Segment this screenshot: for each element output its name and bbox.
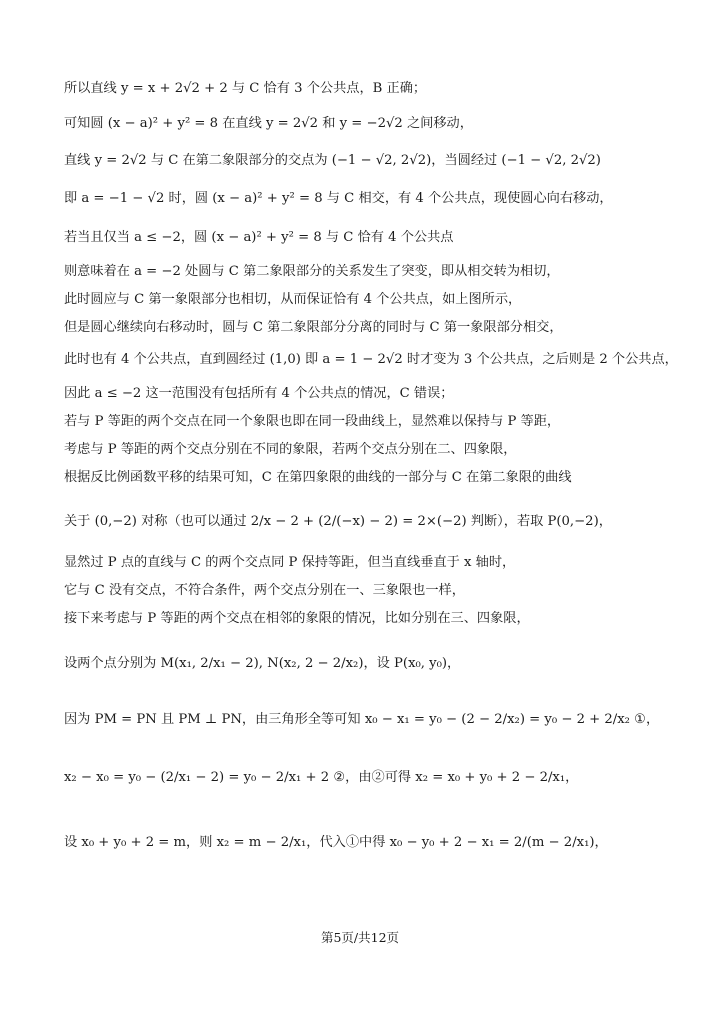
text-line: 因为 PM = PN 且 PM ⊥ PN，由三角形全等可知 x₀ − x₁ = y₀ − (2 − 2/x₂) = y₀ − 2 + 2/x₂ ①， <box>64 712 660 727</box>
text-line: 因此 a ≤ −2 这一范围没有包括所有 4 个公共点的情况，C 错误； <box>64 386 454 401</box>
text-line: 可知圆 (x − a)² + y² = 8 在直线 y = 2√2 和 y = −2√2 之间移动， <box>64 116 473 131</box>
text-line: 若当且仅当 a ≤ −2，圆 (x − a)² + y² = 8 与 C 恰有 4 个公共点 <box>64 230 454 245</box>
text-line: 此时也有 4 个公共点，直到圆经过 (1,0) 即 a = 1 − 2√2 时才变为 3 个公共点，之后则是 2 个公共点， <box>64 352 678 367</box>
text-line: 此时圆应与 C 第一象限部分也相切，从而保证恰有 4 个公共点，如上图所示， <box>64 292 522 307</box>
text-line: 则意味着在 a = −2 处圆与 C 第二象限部分的关系发生了突变，即从相交转为相切， <box>64 264 560 279</box>
text-line: 设 x₀ + y₀ + 2 = m，则 x₂ = m − 2/x₁，代入①中得 x₀ − y₀ + 2 − x₁ = 2/(m − 2/x₁)， <box>64 835 608 850</box>
text-line: 关于 (0,−2) 对称（也可以通过 2/x − 2 + (2/(−x) − 2) = 2×(−2) 判断），若取 P(0,−2)， <box>64 514 612 529</box>
text-line: 考虑与 P 等距的两个交点分别在不同的象限，若两个交点分别在二、四象限， <box>64 442 517 457</box>
text-line: 但是圆心继续向右移动时，圆与 C 第二象限部分分离的同时与 C 第一象限部分相交， <box>64 320 563 335</box>
text-line: 它与 C 没有交点，不符合条件，两个交点分别在一、三象限也一样， <box>64 583 465 598</box>
text-line: 接下来考虑与 P 等距的两个交点在相邻的象限的情况，比如分别在三、四象限， <box>64 611 530 626</box>
text-line: 显然过 P 点的直线与 C 的两个交点同 P 保持等距，但当直线垂直于 x 轴时， <box>64 555 516 570</box>
text-line: 直线 y = 2√2 与 C 在第二象限部分的交点为 (−1 − √2, 2√2)，当圆经过 (−1 − √2, 2√2) <box>64 153 601 168</box>
text-line: 设两个点分别为 M(x₁, 2/x₁ − 2), N(x₂, 2 − 2/x₂)，设 P(x₀, y₀)， <box>64 656 461 671</box>
page-number: 第5页/共12页 <box>320 930 400 945</box>
text-line: x₂ − x₀ = y₀ − (2/x₁ − 2) = y₀ − 2/x₁ + 2 ②，由②可得 x₂ = x₀ + y₀ + 2 − 2/x₁， <box>64 770 579 785</box>
text-line: 根据反比例函数平移的结果可知，C 在第四象限的曲线的一部分与 C 在第二象限的曲线 <box>64 470 572 485</box>
text-line: 若与 P 等距的两个交点在同一个象限也即在同一段曲线上，显然难以保持与 P 等距， <box>64 414 561 429</box>
text-line: 所以直线 y = x + 2√2 + 2 与 C 恰有 3 个公共点，B 正确； <box>64 81 427 96</box>
text-line: 即 a = −1 − √2 时，圆 (x − a)² + y² = 8 与 C 相交，有 4 个公共点，现使圆心向右移动， <box>64 191 613 206</box>
